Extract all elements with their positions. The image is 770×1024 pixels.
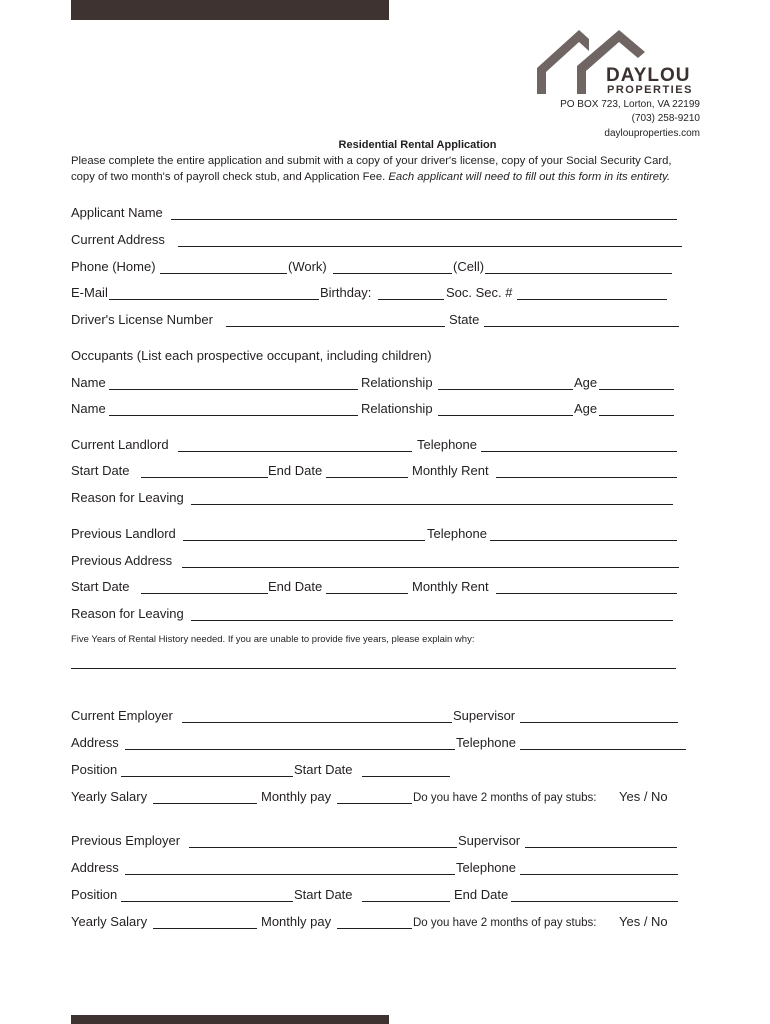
phone-home-field[interactable] [160, 273, 287, 274]
position-field[interactable] [121, 776, 293, 777]
email-label: E-Mail [71, 285, 108, 300]
phone-cell-label: (Cell) [453, 259, 485, 274]
occupants-heading: Occupants (List each prospective occupant, including children) [71, 348, 432, 363]
reason-leaving-row [71, 490, 676, 506]
reason-leaving-label: Reason for Leaving [71, 606, 184, 621]
previous-address-field[interactable] [182, 567, 679, 568]
previous-employer-address-row [71, 860, 681, 876]
previous-landlord-row [71, 526, 681, 542]
company-phone: (703) 258-9210 [631, 113, 700, 124]
previous-address-row [71, 553, 681, 569]
previous-position-row [71, 887, 681, 903]
previous-landlord-telephone-field[interactable] [490, 540, 677, 541]
occupant-age-label: Age [574, 375, 598, 390]
monthly-rent-label: Monthly Rent [412, 463, 489, 478]
current-supervisor-label: Supervisor [453, 708, 516, 723]
current-employer-field[interactable] [182, 722, 452, 723]
occupant-age-field[interactable] [599, 389, 674, 390]
intro-line-1: Please complete the entire application and submit with a copy of your driver's license, copy of your Social Security Card, [71, 155, 672, 167]
occupant-name-label: Name [71, 375, 106, 390]
occupant-row [71, 401, 676, 417]
phone-work-label: (Work) [288, 259, 327, 274]
current-position-row [71, 762, 461, 778]
company-website: daylouproperties.com [604, 128, 700, 139]
occupant-relationship-label: Relationship [361, 401, 433, 416]
employment-start-date-field[interactable] [362, 776, 450, 777]
start-date-field[interactable] [141, 593, 268, 594]
employer-telephone-label: Telephone [456, 735, 516, 750]
monthly-pay-field[interactable] [337, 928, 412, 929]
monthly-rent-label: Monthly Rent [412, 579, 489, 594]
soc-sec-field[interactable] [517, 299, 667, 300]
soc-sec-label: Soc. Sec. # [446, 285, 513, 300]
current-salary-row [71, 789, 683, 805]
monthly-pay-label: Monthly pay [261, 789, 332, 804]
monthly-rent-field[interactable] [496, 477, 677, 478]
employer-telephone-field[interactable] [520, 749, 686, 750]
current-landlord-telephone-field[interactable] [481, 451, 677, 452]
monthly-pay-label: Monthly pay [261, 914, 332, 929]
previous-landlord-label: Previous Landlord [71, 526, 176, 541]
current-landlord-label: Current Landlord [71, 437, 169, 452]
position-label: Position [71, 762, 118, 777]
end-date-label: End Date [268, 463, 323, 478]
previous-address-label: Previous Address [71, 553, 173, 568]
employer-telephone-field[interactable] [520, 874, 678, 875]
previous-landlord-telephone-label: Telephone [427, 526, 487, 541]
yearly-salary-field[interactable] [153, 928, 257, 929]
phone-work-field[interactable] [333, 273, 452, 274]
state-field[interactable] [484, 326, 679, 327]
current-landlord-row [71, 437, 681, 453]
yearly-salary-field[interactable] [153, 803, 257, 804]
employment-end-date-field[interactable] [511, 901, 678, 902]
yearly-salary-label: Yearly Salary [71, 789, 148, 804]
reason-leaving-label: Reason for Leaving [71, 490, 184, 505]
current-landlord-field[interactable] [178, 451, 412, 452]
pay-stubs-yes-no[interactable]: Yes / No [619, 914, 668, 929]
drivers-license-row [71, 312, 681, 328]
intro-text: copy of two month's of payroll check stub, and Application Fee. [71, 171, 386, 183]
applicant-name-label: Applicant Name [71, 205, 163, 220]
previous-supervisor-field[interactable] [525, 847, 677, 848]
top-decorative-bar [71, 0, 389, 20]
end-date-field[interactable] [326, 593, 408, 594]
current-tenancy-row [71, 463, 681, 479]
previous-supervisor-label: Supervisor [458, 833, 521, 848]
monthly-rent-field[interactable] [496, 593, 677, 594]
reason-leaving-row [71, 606, 676, 622]
current-employer-row [71, 708, 681, 724]
drivers-license-label: Driver's License Number [71, 312, 213, 327]
bottom-decorative-bar [71, 1015, 389, 1024]
previous-tenancy-row [71, 579, 681, 595]
yearly-salary-label: Yearly Salary [71, 914, 148, 929]
start-date-field[interactable] [141, 477, 268, 478]
pay-stubs-question: Do you have 2 months of pay stubs: [413, 917, 597, 929]
phone-home-label: Phone (Home) [71, 259, 156, 274]
monthly-pay-field[interactable] [337, 803, 412, 804]
current-address-label: Current Address [71, 232, 165, 247]
applicant-name-row [71, 205, 681, 221]
logo-subtitle: PROPERTIES [607, 84, 693, 96]
occupant-relationship-label: Relationship [361, 375, 433, 390]
pay-stubs-question: Do you have 2 months of pay stubs: [413, 792, 597, 804]
drivers-license-field[interactable] [226, 326, 445, 327]
occupant-age-field[interactable] [599, 415, 674, 416]
employment-end-date-label: End Date [454, 887, 509, 902]
intro-emphasis: Each applicant will need to fill out this form in its entirety. [388, 171, 671, 183]
start-date-label: Start Date [71, 463, 130, 478]
reason-leaving-field[interactable] [191, 504, 673, 505]
email-field[interactable] [109, 299, 319, 300]
rental-history-note: Five Years of Rental History needed. If you are unable to provide five years, please explain why: [71, 634, 475, 645]
phone-cell-field[interactable] [485, 273, 672, 274]
occupant-name-field[interactable] [109, 415, 358, 416]
email-row [71, 285, 671, 301]
start-date-label: Start Date [71, 579, 130, 594]
previous-employer-field[interactable] [189, 847, 457, 848]
logo-wordmark: DAYLOU [606, 65, 691, 86]
occupant-age-label: Age [574, 401, 598, 416]
employment-start-date-label: Start Date [294, 887, 353, 902]
position-label: Position [71, 887, 118, 902]
phone-row [71, 259, 676, 275]
previous-employer-label: Previous Employer [71, 833, 181, 848]
occupant-relationship-field[interactable] [438, 415, 573, 416]
occupant-name-label: Name [71, 401, 106, 416]
current-landlord-telephone-label: Telephone [417, 437, 477, 452]
employer-address-label: Address [71, 735, 119, 750]
form-title: Residential Rental Application [338, 139, 497, 151]
occupant-name-field[interactable] [109, 389, 358, 390]
employment-start-date-label: Start Date [294, 762, 353, 777]
previous-employer-row [71, 833, 681, 849]
previous-landlord-field[interactable] [183, 540, 425, 541]
pay-stubs-yes-no[interactable]: Yes / No [619, 789, 668, 804]
current-address-field[interactable] [178, 246, 682, 247]
previous-salary-row [71, 914, 683, 930]
birthday-field[interactable] [378, 299, 444, 300]
employer-address-label: Address [71, 860, 119, 875]
current-address-row [71, 232, 686, 248]
reason-leaving-field[interactable] [191, 620, 673, 621]
birthday-label: Birthday: [320, 285, 372, 300]
end-date-label: End Date [268, 579, 323, 594]
occupant-relationship-field[interactable] [438, 389, 573, 390]
applicant-name-field[interactable] [171, 219, 677, 220]
employer-address-field[interactable] [125, 874, 455, 875]
position-field[interactable] [121, 901, 293, 902]
current-employer-label: Current Employer [71, 708, 173, 723]
rental-history-explanation-field[interactable] [71, 668, 676, 669]
company-po-box: PO BOX 723, Lorton, VA 22199 [560, 99, 700, 110]
employer-address-field[interactable] [125, 749, 455, 750]
state-label: State [449, 312, 480, 327]
intro-line-2 [71, 171, 670, 183]
end-date-field[interactable] [326, 477, 408, 478]
current-employer-address-row [71, 735, 691, 751]
current-supervisor-field[interactable] [520, 722, 678, 723]
employment-start-date-field[interactable] [362, 901, 450, 902]
employer-telephone-label: Telephone [456, 860, 516, 875]
occupant-row [71, 375, 676, 391]
